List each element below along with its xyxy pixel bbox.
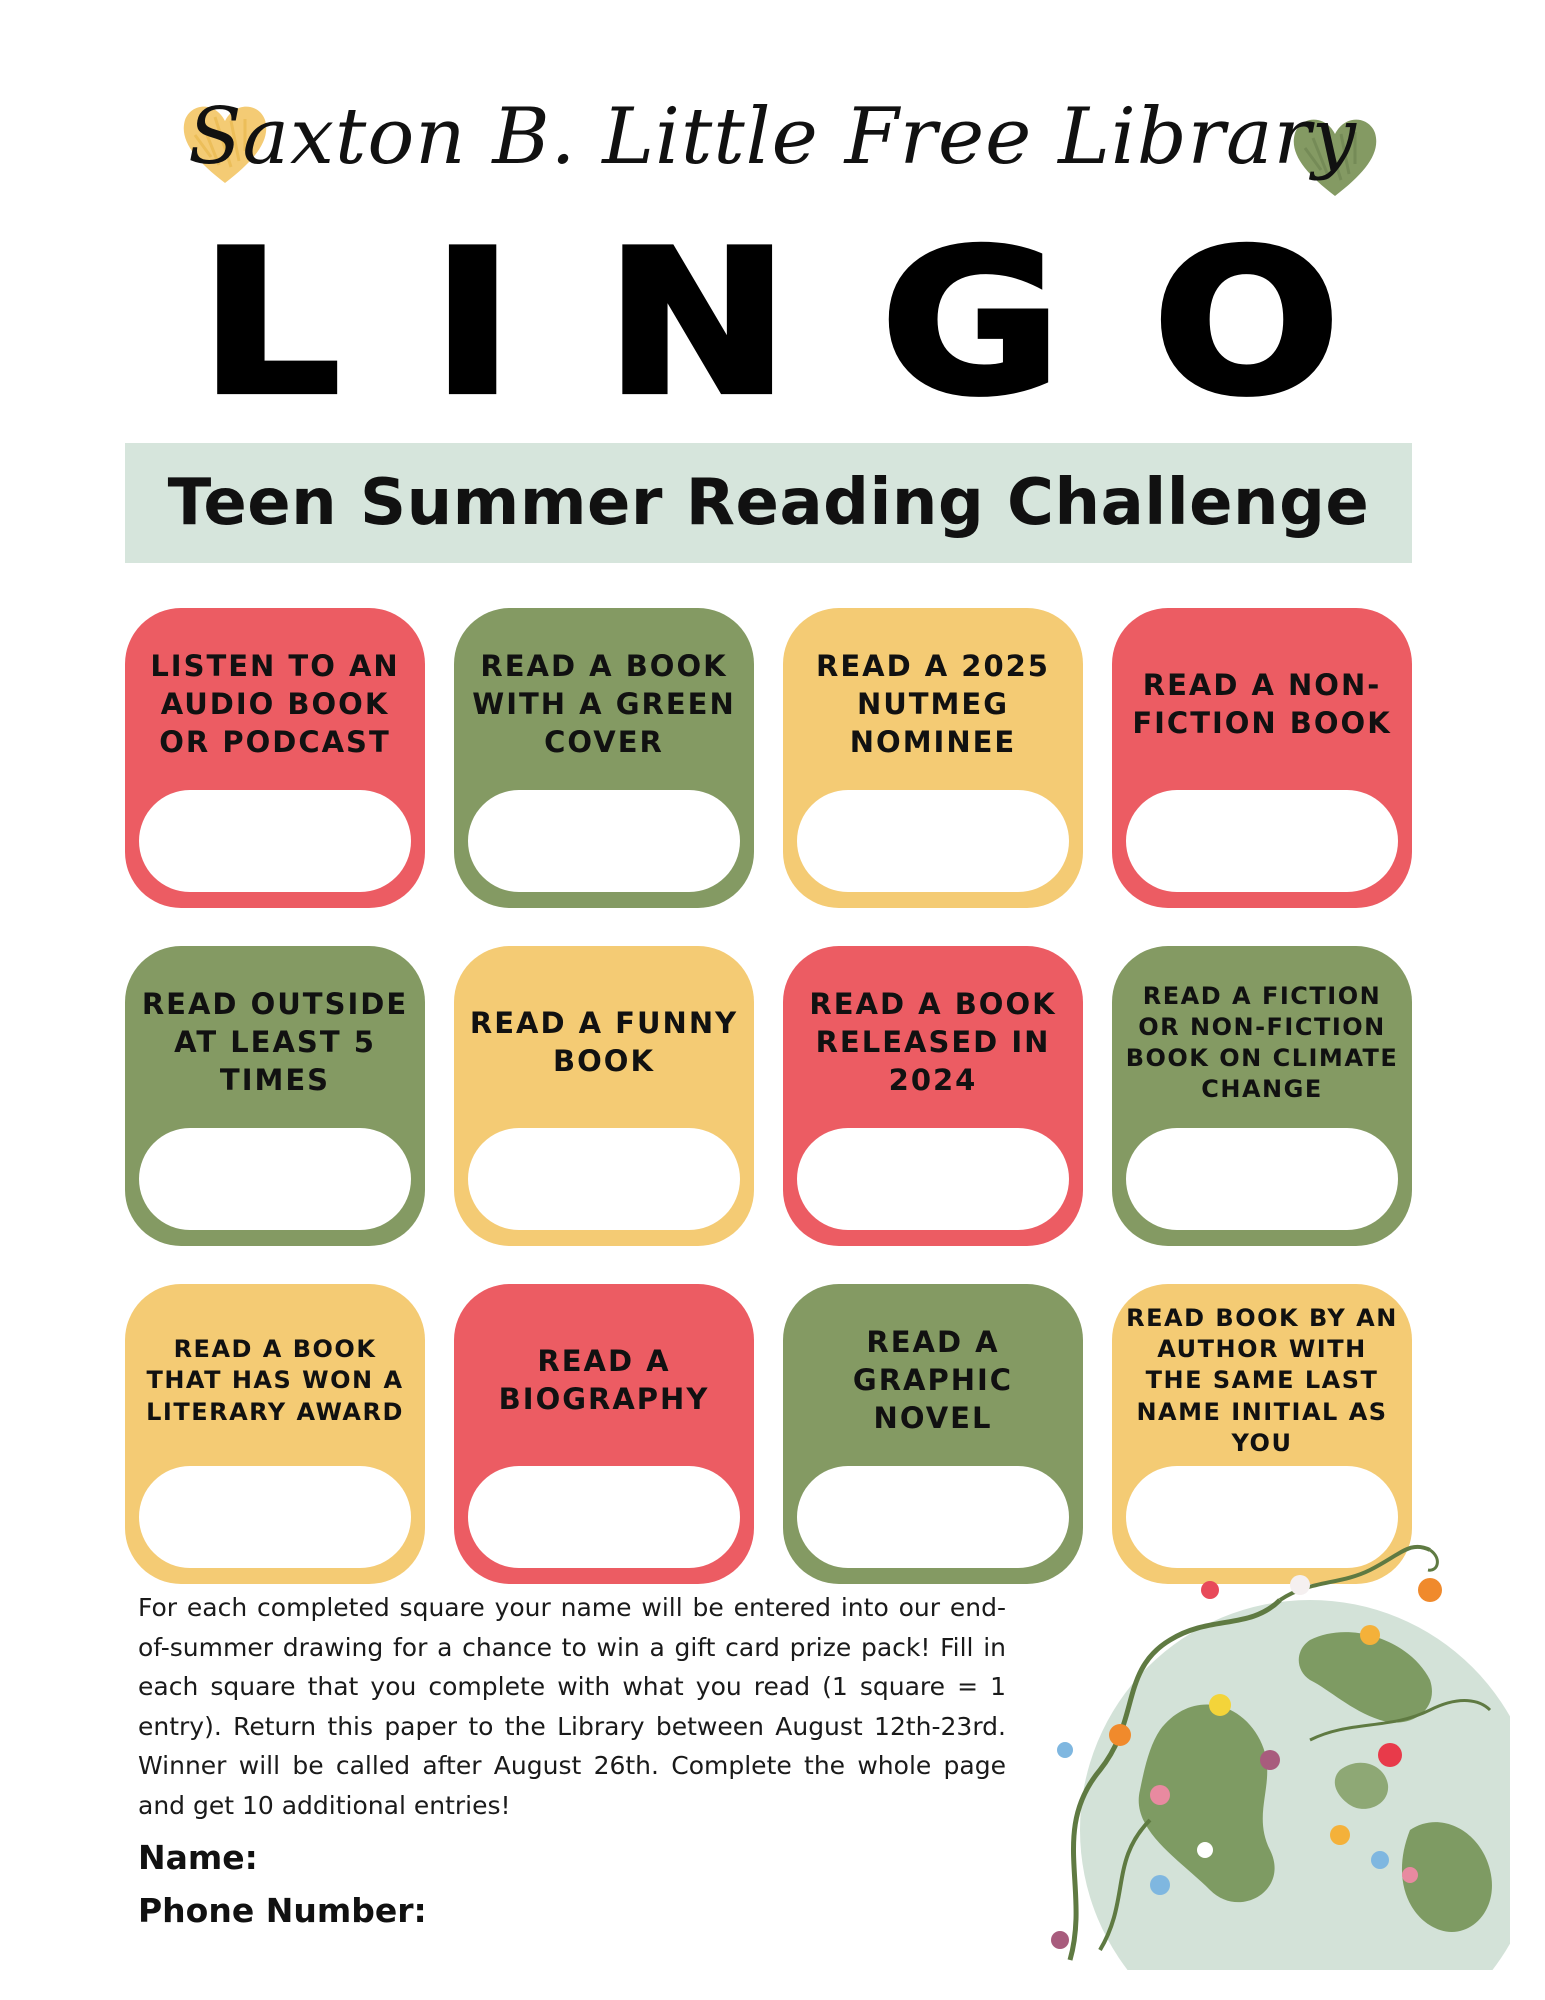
lingo-square: [783, 608, 1083, 908]
phone-field-label: Phone Number:: [138, 1891, 427, 1930]
lingo-square: [1112, 946, 1412, 1246]
floral-globe-illustration: [1010, 1530, 1510, 1970]
square-label: READ A FICTION OR NON-FICTION BOOK ON CLIMATE CHANGE: [1125, 981, 1399, 1104]
square-write-in-box[interactable]: [1126, 1128, 1398, 1230]
square-write-in-box[interactable]: [797, 1128, 1069, 1230]
lingo-letter: L: [200, 207, 341, 439]
square-write-in-box[interactable]: [1126, 790, 1398, 892]
square-write-in-box[interactable]: [139, 1128, 411, 1230]
square-write-in-box[interactable]: [468, 1466, 740, 1568]
square-label: LISTEN TO AN AUDIO BOOK OR PODCAST: [150, 649, 400, 759]
square-label: READ A 2025 NUTMEG NOMINEE: [815, 649, 1050, 759]
library-name: Saxton B. Little Free Library: [188, 92, 1357, 182]
square-label: READ A NON-FICTION BOOK: [1132, 668, 1392, 740]
square-label: READ OUTSIDE AT LEAST 5 TIMES: [141, 987, 409, 1097]
name-field-label: Name:: [138, 1838, 258, 1877]
lingo-square: [454, 946, 754, 1246]
square-write-in-box[interactable]: [139, 790, 411, 892]
lingo-square: [454, 608, 754, 908]
lingo-square: [783, 946, 1083, 1246]
square-label: READ A FUNNY BOOK: [469, 1006, 739, 1078]
lingo-square: [125, 1284, 425, 1584]
lingo-title: [200, 207, 1340, 439]
square-label: READ A BOOK THAT HAS WON A LITERARY AWARD: [146, 1335, 404, 1426]
lingo-letter: I: [431, 207, 514, 439]
lingo-square: [454, 1284, 754, 1584]
instructions-text: For each completed square your name will be entered into our end-of-summer drawing for a chance to win a gift card prize pack! Fill in each square that you complete with what you read (1 square = 1 entry). Return this paper to the Library between August 12th-23rd. Winner will be called after August 26th. Complete the whole page and get 10 additional entries!: [138, 1593, 1006, 1820]
square-label: READ A GRAPHIC NOVEL: [852, 1325, 1014, 1435]
square-write-in-box[interactable]: [139, 1466, 411, 1568]
square-write-in-box[interactable]: [797, 790, 1069, 892]
lingo-letter: G: [880, 207, 1062, 439]
lingo-letter: N: [605, 207, 790, 439]
lingo-letter: O: [1152, 207, 1340, 439]
square-write-in-box[interactable]: [468, 790, 740, 892]
subtitle: Teen Summer Reading Challenge: [167, 466, 1370, 540]
square-label: READ A BOOK WITH A GREEN COVER: [472, 649, 736, 759]
lingo-square: [1112, 608, 1412, 908]
lingo-square: [125, 608, 425, 908]
square-write-in-box[interactable]: [468, 1128, 740, 1230]
square-label: READ BOOK BY AN AUTHOR WITH THE SAME LAST NAME INITIAL AS YOU: [1126, 1304, 1398, 1457]
lingo-square: [125, 946, 425, 1246]
square-label: READ A BOOK RELEASED IN 2024: [809, 987, 1057, 1097]
square-label: READ A BIOGRAPHY: [498, 1344, 710, 1416]
subtitle-banner: [125, 443, 1412, 563]
